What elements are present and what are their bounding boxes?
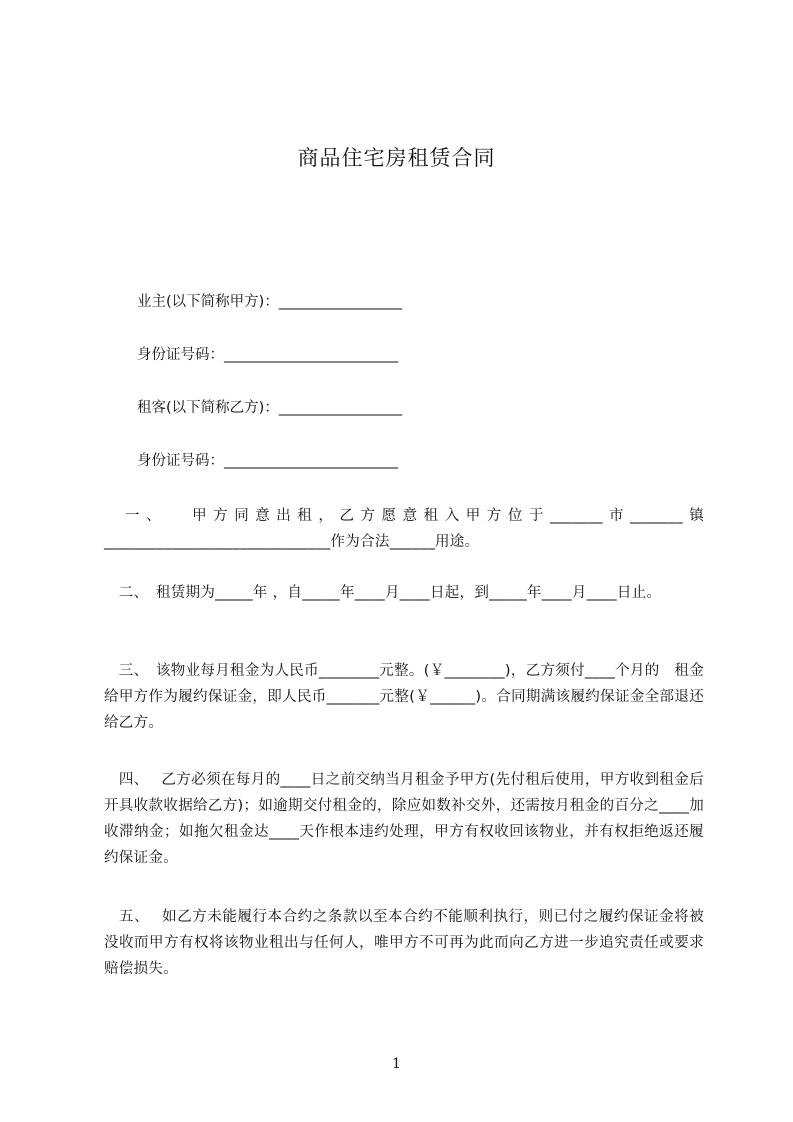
document-title: 商品住宅房租赁合同 [297, 146, 496, 170]
landlord-field: 业主(以下简称甲方)：_________________ [137, 294, 403, 310]
clause-5: 五、 如乙方未能履行本合约之条款以至本合约不能顺利执行，则已付之履约保证金将被没收而甲方有权将该物业租出与任何人，唯甲方不可再为此而向乙方进一步追究责任或要求赔偿损失。 [104, 909, 704, 977]
tenant-field: 租客(以下简称乙方)：_________________ [137, 400, 403, 416]
landlord-id-field: 身份证号码：________________________ [137, 347, 398, 363]
tenant-id-field: 身份证号码：________________________ [137, 453, 398, 469]
clause-1: 一、 甲方同意出租，乙方愿意租入甲方位于_______市_______镇______________________________作为合法______用途。 [104, 508, 704, 550]
clause-3: 三、 该物业每月租金为人民币________元整。(￥________)，乙方须付____个月的 租金给甲方作为履约保证金，即人民币_______元整(￥______)。合同期满该履约保证金全部退还给乙方。 [104, 663, 704, 731]
clause-4: 四、 乙方必须在每月的____日之前交纳当月租金予甲方(先付租后使用，甲方收到租金后开具收款收据给乙方)；如逾期交付租金的，除应如数补交外，还需按月租金的百分之____加收滞纳金；如拖欠租金达____天作根本违约处理，甲方有权收回该物业，并有权拒绝返还履约保证金。 [104, 772, 704, 866]
page-number: 1 [392, 1056, 401, 1072]
clause-2: 二、 租赁期为_____年 ，自_____年____月____日起，到_____年____月____日止。 [104, 585, 662, 601]
